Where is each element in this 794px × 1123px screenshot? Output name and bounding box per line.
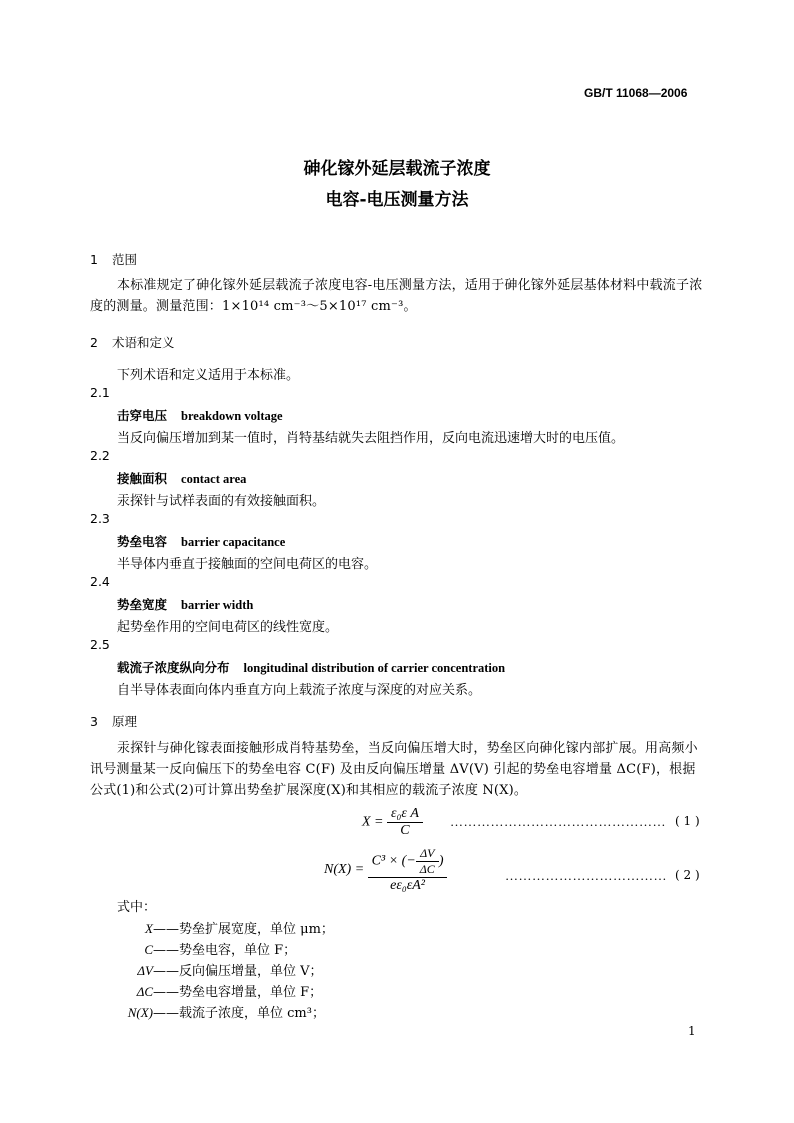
term-title	[117, 595, 253, 613]
formula-numerator: ε₀ε A	[387, 806, 423, 823]
formula-denominator: C	[400, 823, 410, 838]
term-cn: 击穿电压	[117, 408, 168, 423]
symbol-definition	[90, 918, 334, 937]
section-number: 1	[90, 252, 98, 267]
document-title-line-1: 砷化镓外延层载流子浓度	[303, 159, 491, 179]
formula-inner-den: ΔC	[419, 862, 435, 876]
symbol: C	[144, 942, 153, 957]
symbol-desc: ——载流子浓度，单位 cm³；	[153, 1006, 325, 1021]
term-en: breakdown voltage	[181, 409, 283, 423]
term-number: 2.5	[90, 637, 110, 652]
formula-numerator	[368, 846, 448, 878]
section-number: 3	[90, 714, 98, 729]
term-number: 2.4	[90, 574, 110, 589]
section-1-heading	[90, 250, 137, 268]
term-cn: 势垒电容	[117, 534, 168, 549]
term-definition: 半导体内垂直于接触面的空间电荷区的电容。	[117, 557, 378, 572]
formula-num-d: )	[438, 853, 444, 869]
symbol: X	[145, 921, 153, 936]
formula-denominator: eε₀εA²	[390, 878, 426, 893]
formula-num-a: C³ × (−	[371, 853, 416, 869]
formula-fraction	[387, 806, 423, 839]
term-en: barrier width	[181, 598, 254, 612]
formula-fraction	[368, 846, 448, 894]
term-title	[117, 658, 505, 676]
section-3-text: 汞探针与砷化镓表面接触形成肖特基势垒，当反向偏压增大时，势垒区向砷化镓内部扩展。用高频小讯号测量某一反向偏压下的势垒电容 C(F) 及由反向偏压增量 ΔV(V) 引起的势垒电容增量 ΔC(F)，根据公式(1)和公式(2)可计算出势垒扩展深度(X)和其相应的载流子浓度 N(X)。	[90, 741, 698, 798]
term-definition: 汞探针与试样表面的有效接触面积。	[117, 494, 326, 509]
term-number: 2.2	[90, 448, 110, 463]
symbol-definition	[90, 960, 323, 979]
symbol-definition	[90, 1002, 325, 1021]
symbol-desc: ——反向偏压增量，单位 V；	[153, 964, 323, 979]
symbol-definition	[90, 981, 322, 1000]
term-title	[117, 469, 246, 487]
term-cn: 势垒宽度	[117, 597, 168, 612]
formula-1	[362, 806, 423, 839]
symbol-desc: ——势垒电容，单位 F；	[153, 943, 297, 958]
term-en: longitudinal distribution of carrier concentration	[243, 661, 506, 675]
section-1-text: 本标准规定了砷化镓外延层载流子浓度电容-电压测量方法，适用于砷化镓外延层基体材料中载流子浓度的测量。测量范围：1×10¹⁴ cm⁻³～5×10¹⁷ cm⁻³。	[90, 278, 703, 314]
formula-lhs: N(X) =	[324, 862, 365, 878]
term-title	[117, 406, 283, 424]
symbol-desc: ——势垒扩展宽度，单位 μm；	[153, 922, 334, 937]
term-en: barrier capacitance	[181, 535, 286, 549]
term-cn: 载流子浓度纵向分布	[117, 660, 230, 675]
where-label: 式中：	[117, 900, 157, 915]
symbol: ΔC	[136, 984, 153, 999]
formula-1-leader: …………………………………………	[450, 814, 666, 829]
symbol-definition	[90, 939, 296, 958]
formula-2-label: ( 2 )	[675, 868, 700, 882]
term-definition: 自半导体表面向体内垂直方向上载流子浓度与深度的对应关系。	[117, 683, 482, 698]
document-title-line-2: 电容-电压测量方法	[325, 190, 469, 210]
term-definition: 当反向偏压增加到某一值时，肖特基结就失去阻挡作用，反向电流迅速增大时的电压值。	[117, 431, 625, 446]
section-title: 原理	[112, 714, 138, 729]
formula-2	[324, 846, 447, 894]
section-2-intro: 下列术语和定义适用于本标准。	[117, 368, 300, 383]
formula-inner-num: ΔV	[416, 846, 439, 862]
term-en: contact area	[181, 472, 247, 486]
section-title: 术语和定义	[112, 335, 175, 350]
formula-lhs: X =	[362, 814, 384, 830]
page-number: 1	[688, 1024, 696, 1038]
formula-1-label: ( 1 )	[675, 814, 700, 828]
term-number: 2.3	[90, 511, 110, 526]
term-cn: 接触面积	[117, 471, 168, 486]
standard-code: GB/T 11068—2006	[584, 86, 688, 100]
formula-inner-fraction	[416, 846, 439, 877]
symbol-desc: ——势垒电容增量，单位 F；	[153, 985, 323, 1000]
symbol: ΔV	[137, 963, 153, 978]
section-2-heading	[90, 333, 175, 351]
section-title: 范围	[112, 252, 138, 267]
term-definition: 起势垒作用的空间电荷区的线性宽度。	[117, 620, 339, 635]
term-title	[117, 532, 285, 550]
section-number: 2	[90, 335, 98, 350]
section-3-heading	[90, 712, 137, 730]
formula-2-leader: ………………………………	[505, 868, 667, 883]
term-number: 2.1	[90, 385, 110, 400]
symbol: N(X)	[127, 1005, 153, 1020]
